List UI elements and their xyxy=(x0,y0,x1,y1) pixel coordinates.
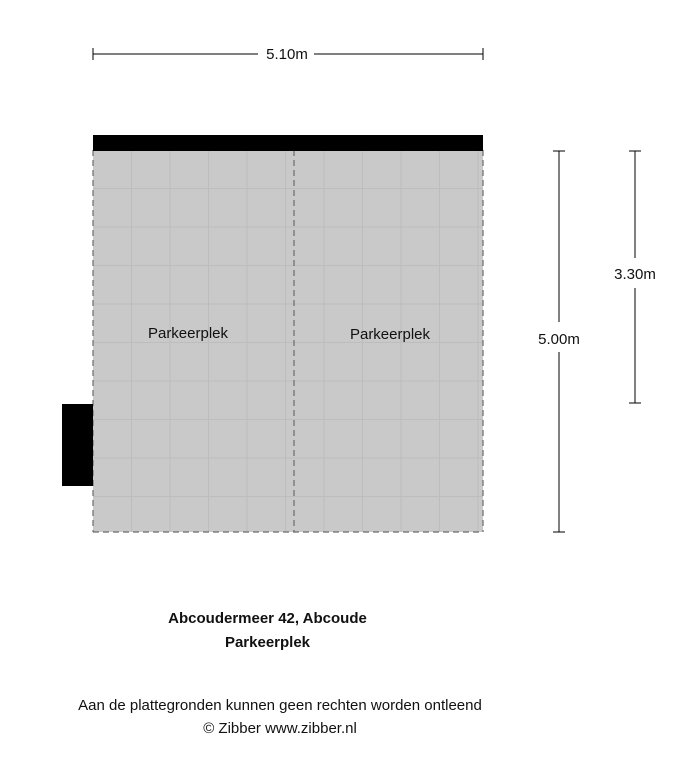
caption-copyright: © Zibber www.zibber.nl xyxy=(203,720,357,737)
partial-depth-dimension-label: 3.30m xyxy=(614,266,656,283)
side-wall-block xyxy=(62,404,93,486)
depth-dimension-label: 5.00m xyxy=(538,331,580,348)
caption-address: Abcoudermeer 42, Abcoude xyxy=(168,610,367,627)
top-wall xyxy=(93,135,483,151)
caption-floor-name: Parkeerplek xyxy=(224,634,311,651)
caption-disclaimer: Aan de plattegronden kunnen geen rechten worden ontleend xyxy=(78,697,482,714)
room-label-left: Parkeerplek xyxy=(147,325,229,342)
room-label-right: Parkeerplek xyxy=(349,326,431,343)
width-dimension-label: 5.10m xyxy=(266,46,308,63)
